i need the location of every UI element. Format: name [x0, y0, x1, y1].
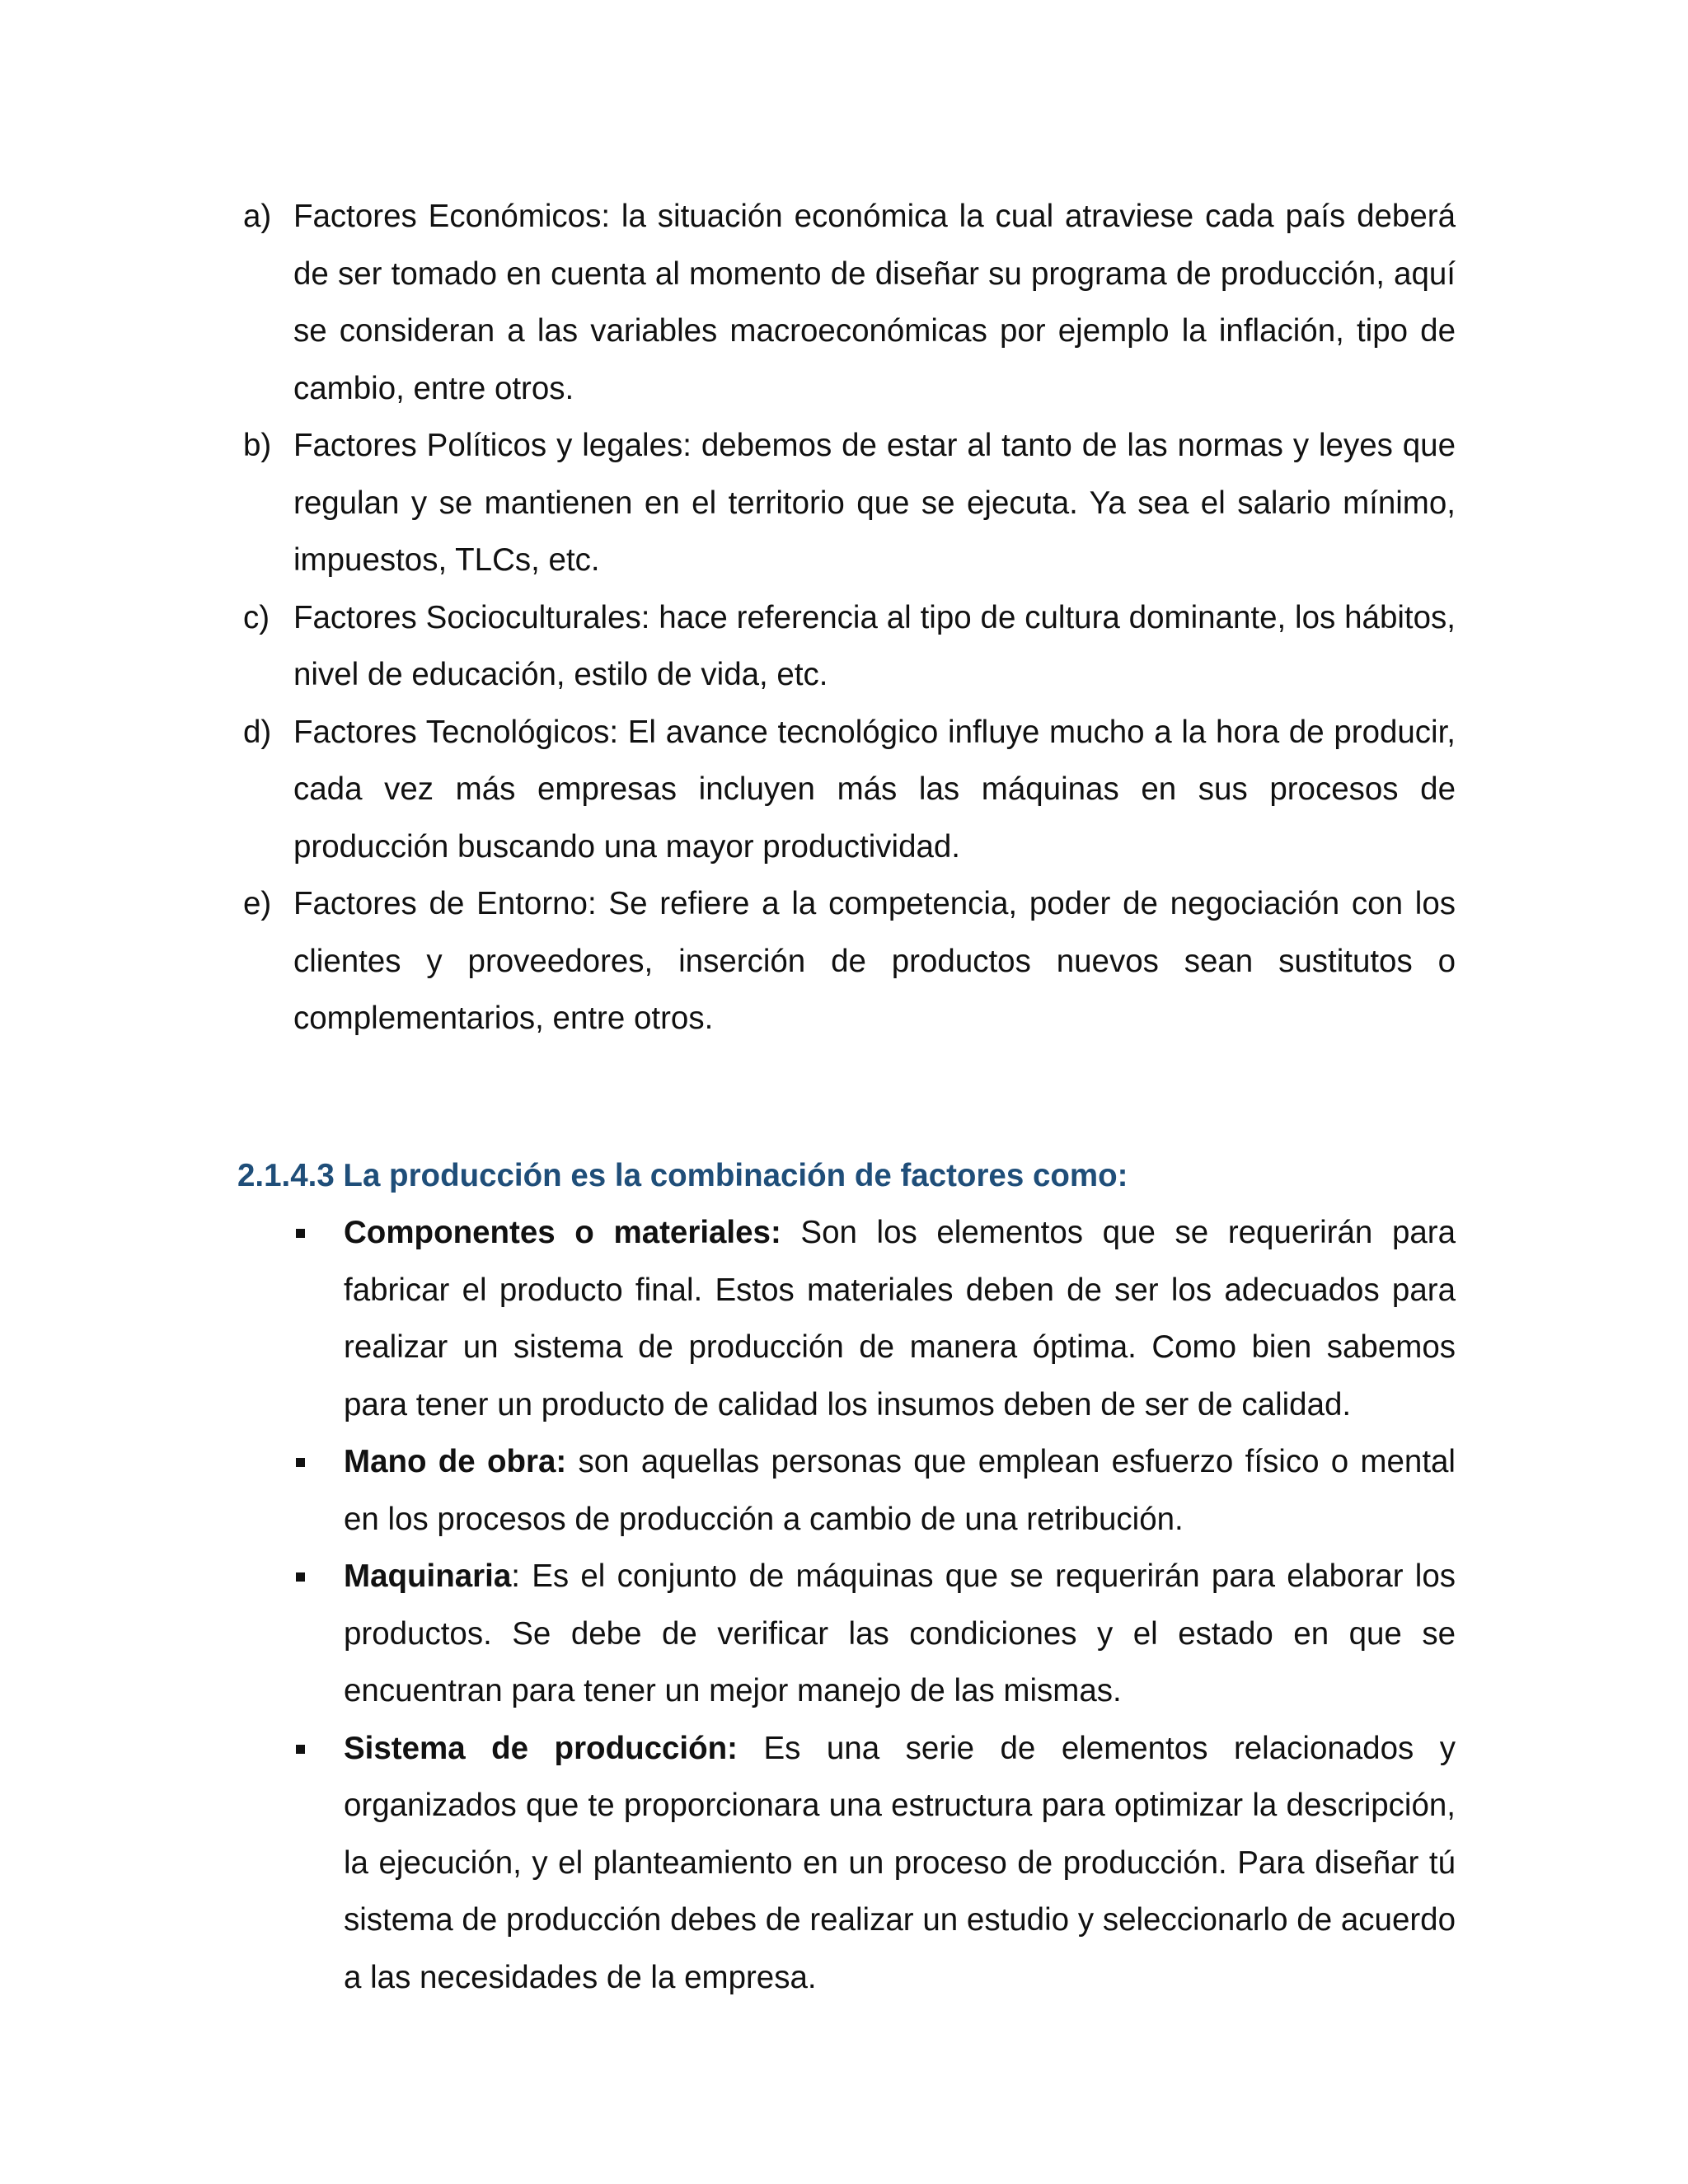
bullet-text: : Es el conjunto de máquinas que se requerirán para elaborar los productos. Se debe de verificar las condiciones y el estado en que se encuentran para tener un mejor manejo de las mismas. [344, 1558, 1456, 1708]
factors-list [237, 188, 1456, 1047]
factor-item-entorno [237, 875, 1456, 1047]
bullet-item-mano-de-obra [237, 1433, 1456, 1548]
bullet-item-sistema-de-produccion [237, 1720, 1456, 2007]
list-marker: e) [243, 886, 272, 921]
bullet-term: Sistema de producción: [344, 1730, 738, 1766]
list-marker: d) [243, 714, 272, 750]
square-bullet-icon [296, 1745, 305, 1754]
bullet-item-componentes [237, 1204, 1456, 1433]
bullet-term: Maquinaria [344, 1558, 512, 1594]
factor-item-economicos [237, 188, 1456, 417]
list-item-text: Factores Políticos y legales: debemos de estar al tanto de las normas y leyes que regulan y se mantienen en el territorio que se ejecuta. Ya sea el salario mínimo, impuestos, TLCs, etc. [293, 428, 1456, 578]
factor-item-politicos [237, 417, 1456, 589]
list-marker: c) [243, 599, 270, 635]
page-content [237, 188, 1456, 2006]
square-bullet-icon [296, 1572, 305, 1582]
square-bullet-icon [296, 1229, 305, 1238]
factor-item-tecnologicos [237, 704, 1456, 876]
section-heading: 2.1.4.3 La producción es la combinación de factores como: [237, 1157, 1128, 1193]
list-marker: b) [243, 428, 272, 463]
list-item-text: Factores Económicos: la situación económica la cual atraviese cada país deberá de ser tomado en cuenta al momento de diseñar su programa de producción, aquí se consideran a las variables macroeconómicas por ejemplo la inflación, tipo de cambio, entre otros. [293, 199, 1456, 406]
list-item-text: Factores de Entorno: Se refiere a la competencia, poder de negociación con los clientes y proveedores, inserción de productos nuevos sean sustitutos o complementarios, entre otros. [293, 886, 1456, 1036]
factor-item-socioculturales [237, 589, 1456, 704]
bullet-term: Mano de obra: [344, 1444, 567, 1479]
bullet-text: son aquellas personas que emplean esfuerzo físico o mental en los procesos de producción a cambio de una retribución. [344, 1444, 1456, 1537]
list-item-text: Factores Tecnológicos: El avance tecnológico influye mucho a la hora de producir, cada vez más empresas incluyen más las máquinas en sus procesos de producción buscando una mayor productividad. [293, 714, 1456, 865]
production-factors-list [237, 1204, 1456, 2006]
list-marker: a) [243, 199, 272, 234]
square-bullet-icon [296, 1458, 305, 1467]
bullet-text: Es una serie de elementos relacionados y organizados que te proporcionara una estructura para optimizar la descripción, la ejecución, y el planteamiento en un proceso de producción. Para diseñar tú sistema de producción debes de realizar un estudio y seleccionarlo de acuerdo a las necesidades de la empresa. [344, 1730, 1456, 1995]
list-item-text: Factores Socioculturales: hace referencia al tipo de cultura dominante, los hábitos, nivel de educación, estilo de vida, etc. [293, 599, 1456, 692]
bullet-term: Componentes o materiales: [344, 1215, 781, 1250]
bullet-text: Son los elementos que se requerirán para fabricar el producto final. Estos materiales deben de ser los adecuados para realizar un sistema de producción de manera óptima. Como bien sabemos para tener un producto de calidad los insumos deben de ser de calidad. [344, 1215, 1456, 1422]
bullet-item-maquinaria [237, 1548, 1456, 1720]
